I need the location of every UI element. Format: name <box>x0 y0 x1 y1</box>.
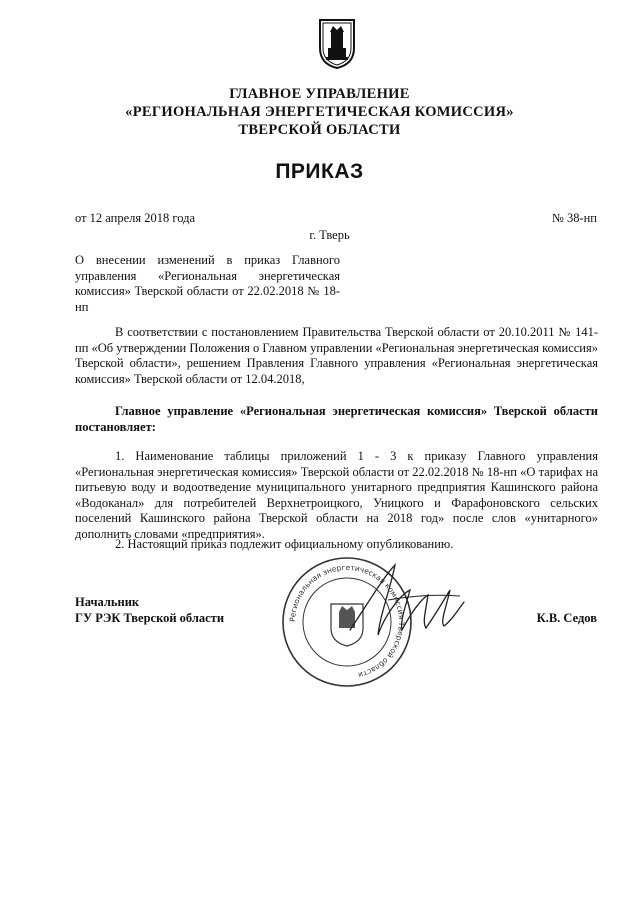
document-type-title: ПРИКАЗ <box>275 160 364 183</box>
document-city: г. Тверь <box>309 228 350 242</box>
coat-of-arms-icon <box>318 18 356 70</box>
document-date: от 12 апреля 2018 года <box>75 211 196 225</box>
resolve-paragraph: Главное управление «Региональная энергетическая комиссия» Тверской области постановляет: <box>75 404 598 434</box>
document-subject: О внесении изменений в приказ Главного управления «Региональная энергетическая комиссия» Тверской области от 22.02.2018 № 18-нп <box>75 253 340 314</box>
signatory-position <box>75 595 224 626</box>
signatory-name: К.В. Седов <box>536 611 597 625</box>
signatory-position-line-1: Начальник <box>75 595 140 609</box>
header-line-3: ТВЕРСКОЙ ОБЛАСТИ <box>238 122 401 138</box>
item-1-paragraph: 1. Наименование таблицы приложений 1 - 3 к приказу Главного управления «Региональная энергетическая комиссия» Тверской области от 22.02.2018 № 18-нп «О тарифах на питьевую воду и водоотведение муниципального унитарного предприятия Кашинского района «Водоканал» для потребителей Верхнетроицкого, Уницкого и Фарафоновского сельских поселений Кашинского района Тверской области на 2018 год» после слов «унитарного» дополнить словами «предприятия». <box>75 449 598 541</box>
handwritten-signature-icon <box>340 560 470 640</box>
header-line-1: ГЛАВНОЕ УПРАВЛЕНИЕ <box>229 86 410 102</box>
document-number: № 38-нп <box>551 211 597 225</box>
signatory-position-line-2: ГУ РЭК Тверской области <box>75 610 225 625</box>
preamble-paragraph: В соответствии с постановлением Правительства Тверской области от 20.10.2011 № 141-пп «Об утверждении Положения о Главном управлении «Региональная энергетическая комиссия» Тверской области», решением Правления Главного управления «Региональная энергетическая комиссия» Тверской области от 12.04.2018, <box>75 325 598 386</box>
item-2-paragraph: 2. Настоящий приказ подлежит официальному опубликованию. <box>115 537 454 551</box>
header-line-2: «РЕГИОНАЛЬНАЯ ЭНЕРГЕТИЧЕСКАЯ КОМИССИЯ» <box>125 104 514 120</box>
seal-text: Региональная энергетическая комиссия Тверской области <box>287 562 407 680</box>
